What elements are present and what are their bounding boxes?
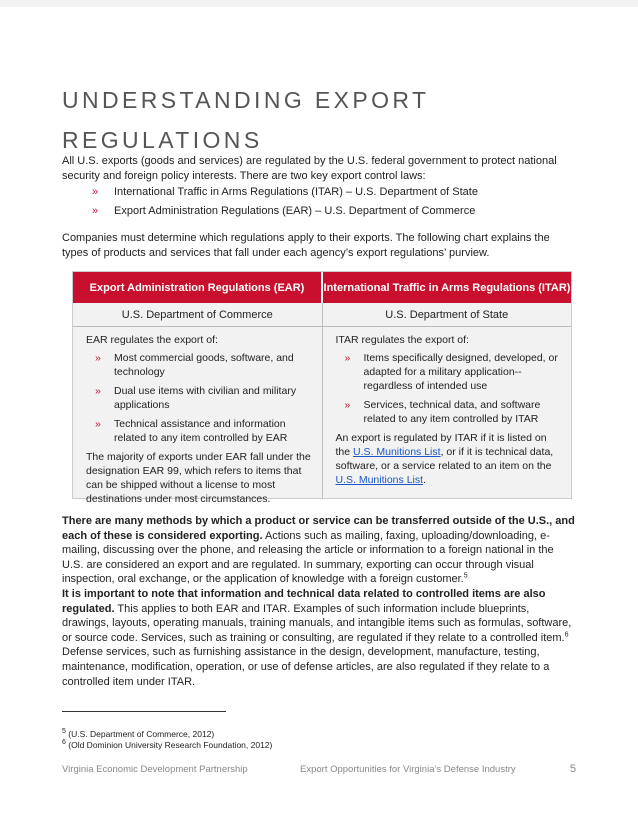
bullet-chevron-icon: » xyxy=(92,205,99,217)
document-page xyxy=(62,0,576,826)
footnote-number: 5 xyxy=(62,728,66,736)
itar-closing-text: . xyxy=(423,474,426,486)
footnote-text: (Old Dominion University Research Foundation, 2012) xyxy=(65,740,273,750)
ear-column xyxy=(73,327,323,505)
ear-closing: The majority of exports under EAR fall under the designation EAR 99, which refers to items that can be shipped without a license to most destinations under most circumstances. xyxy=(86,451,311,505)
list-item-text: Technical assistance and information related to any item controlled by EAR xyxy=(114,418,288,444)
ear-header: Export Administration Regulations (EAR) xyxy=(73,272,323,303)
footnote-divider xyxy=(62,711,226,712)
list-item-text: Dual use items with civilian and military applications xyxy=(114,385,297,411)
itar-lead: ITAR regulates the export of: xyxy=(335,334,469,346)
list-item xyxy=(86,384,312,412)
list-item xyxy=(92,185,478,204)
transfer-methods-paragraph xyxy=(62,514,576,587)
regulations-comparison-table xyxy=(72,271,572,505)
munitions-list-link[interactable]: U.S. Munitions List xyxy=(335,474,424,486)
bullet-chevron-icon: » xyxy=(344,352,351,364)
ear-lead: EAR regulates the export of: xyxy=(86,334,218,346)
itar-closing-text: , or if it is technical data, software, or a service related to an item on the xyxy=(335,446,554,472)
itar-closing xyxy=(336,431,562,487)
bullet-chevron-icon: » xyxy=(92,186,99,198)
technical-data-bold: It is important to note that information and technical data related to controlled items are also regulated. xyxy=(62,588,546,615)
itar-department: U.S. Department of State xyxy=(385,308,509,321)
department-row xyxy=(73,303,571,327)
footer-organization: Virginia Economic Development Partnership xyxy=(62,764,248,775)
bullet-chevron-icon: » xyxy=(95,418,101,430)
technical-data-text: This applies to both EAR and ITAR. Examples of such information include blueprints, drawings, layouts, operating manuals, training manuals, and intangible items such as formulas, software, or source code. Services, such as training or consulting, are regulated if they relate to a controlled item. xyxy=(62,602,572,644)
technical-data-text: Defense services, such as furnishing assistance in the design, development, manufacture, testing, maintenance, modification, operation, or use of defense articles, are also regulated if they relate to a controlled item under ITAR. xyxy=(62,646,550,688)
list-item-text: Items specifically designed, developed, or adapted for a military application--regardless of intended use xyxy=(363,352,558,392)
itar-closing-text: An export is regulated by ITAR if it is listed on the xyxy=(335,432,547,458)
technical-data-paragraph xyxy=(62,587,576,689)
list-item xyxy=(86,351,312,379)
munitions-list-link[interactable]: U.S. Munitions List xyxy=(353,446,441,458)
transfer-methods-bold: There are many methods by which a product or service can be transferred outside of the U.S., and each of these is considered exporting. xyxy=(62,515,575,542)
ear-items xyxy=(86,351,312,445)
itar-column xyxy=(323,327,572,499)
footer-publication: Export Opportunities for Virginia’s Defense Industry xyxy=(300,764,516,775)
bullet-chevron-icon: » xyxy=(95,385,101,397)
footnote-number: 6 xyxy=(62,739,66,747)
determination-paragraph: Companies must determine which regulations apply to their exports. The following chart explains the types of products and services that fall under each agency’s export regulations’ purview. xyxy=(62,232,550,259)
itar-header: International Traffic in Arms Regulations (ITAR) xyxy=(323,281,571,294)
footnote xyxy=(62,729,214,740)
list-item-text: Most commercial goods, software, and technology xyxy=(114,352,294,378)
export-laws-list xyxy=(92,185,478,223)
table-header-row xyxy=(73,272,571,303)
list-item xyxy=(336,351,562,393)
page-number: 5 xyxy=(569,763,576,775)
ear-department: U.S. Department of Commerce xyxy=(73,303,323,326)
list-item-text: International Traffic in Arms Regulations (ITAR) – U.S. Department of State xyxy=(114,186,478,198)
itar-items xyxy=(336,351,562,426)
list-item xyxy=(86,417,312,445)
transfer-methods-text: Actions such as mailing, faxing, uploading/downloading, e-mailing, discussing over the phone, and releasing the article or information to a foreign national in the U.S. are considered an export and are regulated. In summary, exporting can occur through visual inspection, oral exchange, or the application of knowledge with a foreign customer. xyxy=(62,529,554,586)
intro-paragraph: All U.S. exports (goods and services) are regulated by the U.S. federal government to protect national security and foreign policy interests. There are two key export control laws: xyxy=(62,155,557,182)
footnote-ref: 6 xyxy=(564,631,569,639)
footnote-text: (U.S. Department of Commerce, 2012) xyxy=(65,729,215,739)
list-item xyxy=(336,398,562,426)
page-title: UNDERSTANDING EXPORT REGULATIONS xyxy=(62,87,430,153)
list-item xyxy=(92,204,478,223)
bullet-chevron-icon: » xyxy=(95,352,101,364)
bullet-chevron-icon: » xyxy=(344,399,351,411)
list-item-text: Export Administration Regulations (EAR) – U.S. Department of Commerce xyxy=(114,205,476,217)
footnote-ref: 5 xyxy=(463,572,468,580)
list-item-text: Services, technical data, and software related to any item controlled by ITAR xyxy=(363,399,541,425)
footnote xyxy=(62,740,272,751)
table-body-row xyxy=(73,327,571,505)
